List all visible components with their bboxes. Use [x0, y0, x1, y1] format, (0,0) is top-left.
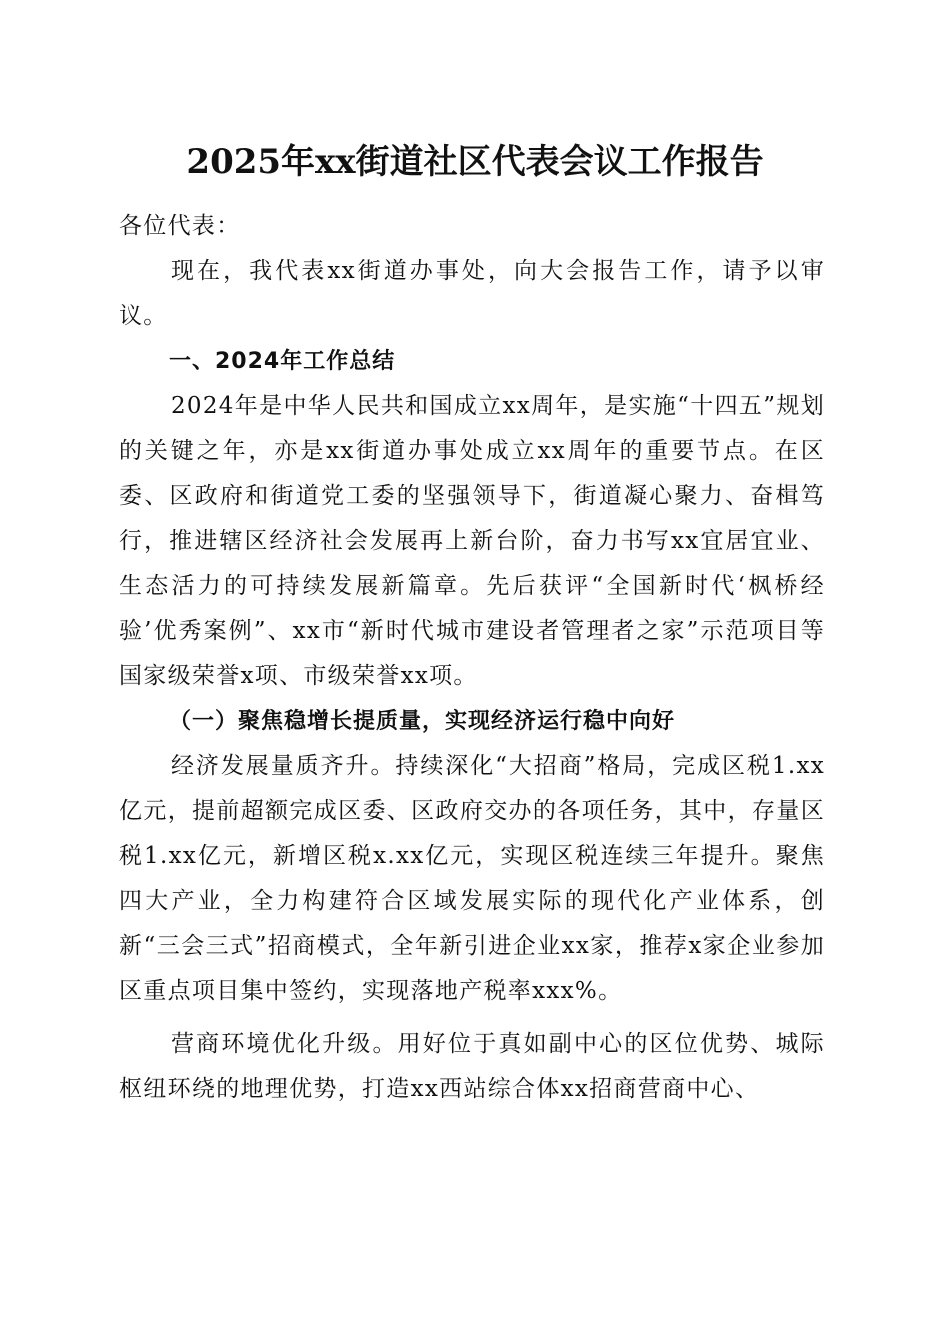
subsection-heading: （一）聚焦稳增长提质量，实现经济运行稳中向好 [169, 709, 676, 734]
document-title: 2025年xx街道社区代表会议工作报告 [186, 142, 764, 182]
salutation: 各位代表： [119, 213, 241, 239]
economy-paragraph: 经济发展量质齐升。持续深化“大招商”格局，完成区税1.xx亿元，提前超额完成区委、区政府交办的各项任务，其中，存量区税1.xx亿元，新增区税x.xx亿元，实现区税连续三年提升。聚焦四大产业，全力构建符合区域发展实际的现代化产业体系，创新“三会三式”招商模式，全年新引进企业xx家，推荐x家企业参加区重点项目集中签约，实现落地产税率xxx%。 [119, 753, 825, 1004]
document-body [119, 204, 825, 1112]
paragraph-gap [119, 1014, 825, 1022]
business-environment-paragraph: 营商环境优化升级。用好位于真如副中心的区位优势、城际枢纽环绕的地理优势，打造xx西站综合体xx招商营商中心、 [119, 1031, 825, 1102]
intro-paragraph: 现在，我代表xx街道办事处，向大会报告工作，请予以审议。 [119, 258, 825, 329]
summary-paragraph: 2024年是中华人民共和国成立xx周年，是实施“十四五”规划的关键之年，亦是xx街道办事处成立xx周年的重要节点。在区委、区政府和街道党工委的坚强领导下，街道凝心聚力、奋楫笃行，推进辖区经济社会发展再上新台阶，奋力书写xx宜居宜业、生态活力的可持续发展新篇章。先后获评“全国新时代‘枫桥经验’优秀案例”、xx市“新时代城市建设者管理者之家”示范项目等国家级荣誉x项、市级荣誉xx项。 [119, 393, 825, 689]
section-heading: 一、2024年工作总结 [169, 349, 396, 374]
